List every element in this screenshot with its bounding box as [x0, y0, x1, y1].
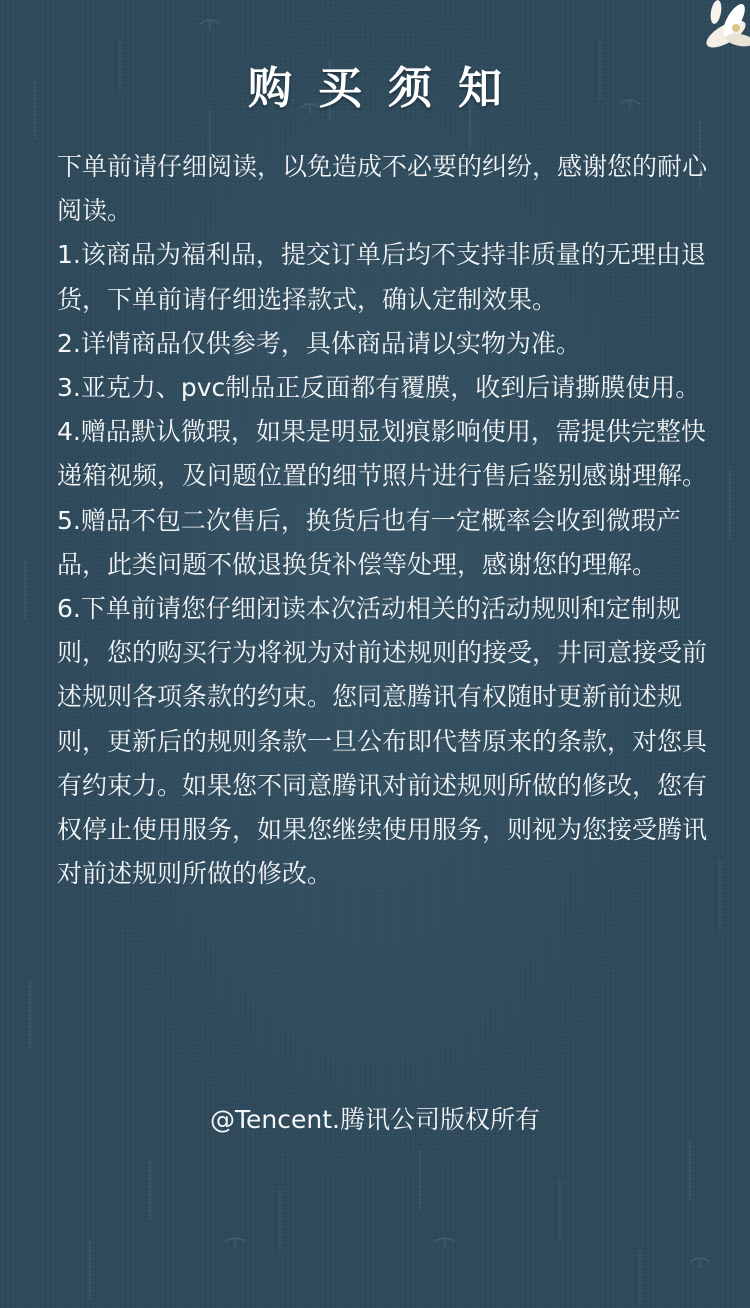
purchase-notice [57, 145, 707, 896]
magnolia-flower-icon [640, 0, 750, 70]
notice-item-6: 6.下单前请您仔细闭读本次活动相关的活动规则和定制规则，您的购买行为将视为对前述规则的接受，井同意接受前述规则各项条款的约束。您同意腾讯有权随时更新前述规则，更新后的规则条款一旦公布即代替原来的条款，对您具有约束力。如果您不同意腾讯对前述规则所做的修改，您有权停止使用服务，如果您继续使用服务，则视为您接受腾讯对前述规则所做的修改。 [57, 594, 708, 889]
notice-item-4: 4.赠品默认微瑕，如果是明显划痕影响使用，需提供完整快递箱视频，及问题位置的细节照片进行售后鉴别感谢理解。 [57, 417, 708, 491]
notice-item-3: 3.亚克力、pvc制品正反面都有覆膜，收到后请撕膜使用。 [57, 373, 701, 403]
notice-item-5: 5.赠品不包二次售后，换货后也有一定概率会收到微瑕产品，此类问题不做退换货补偿等处理，感谢您的理解。 [57, 505, 681, 579]
notice-intro: 下单前请仔细阅读，以免造成不必要的纠纷，感谢您的耐心阅读。 [57, 152, 708, 226]
page-title: 购买须知 [248, 63, 528, 115]
notice-item-1: 1.该商品为福利品，提交订单后均不支持非质量的无理由退货，下单前请仔细选择款式，确认定制效果。 [57, 240, 706, 314]
copyright-footer: @Tencent.腾讯公司版权所有 [210, 1105, 540, 1134]
notice-item-2: 2.详情商品仅供参考，具体商品请以实物为准。 [57, 328, 581, 358]
